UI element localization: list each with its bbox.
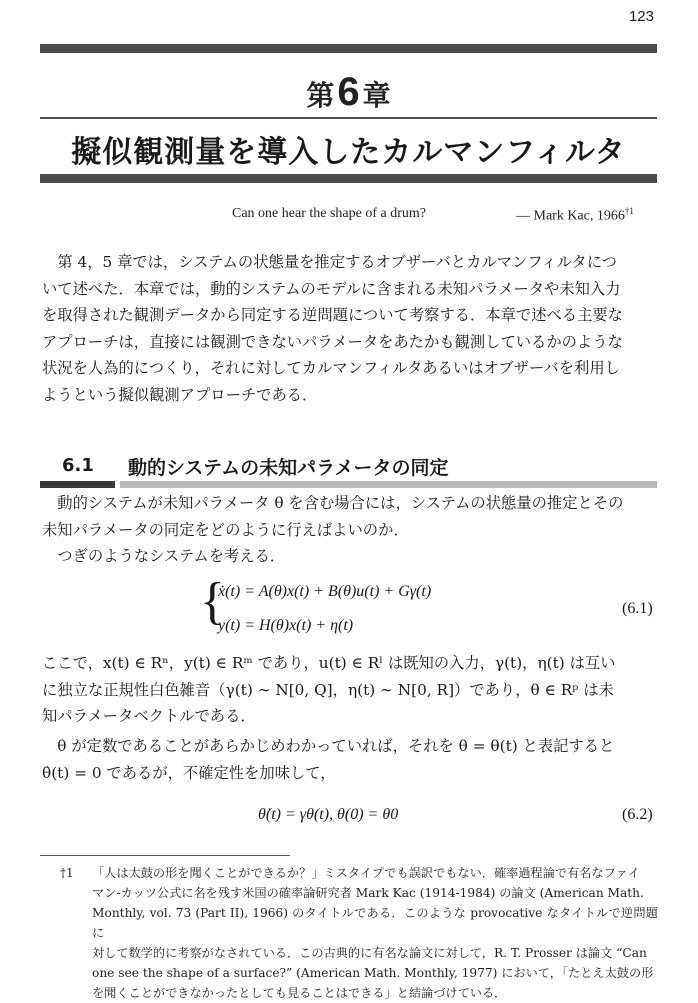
text-line: を取得された観測データから同定する逆問題について考察する．本章で述べる主要な: [42, 306, 623, 324]
footnote-rule: [40, 855, 290, 856]
equation-6-2-number: (6.2): [622, 806, 653, 823]
equation-6-1-number: (6.1): [622, 600, 653, 617]
footnote-line: one see the shape of a surface?” (American Math. Monthly, 1977) において，「たとえ太鼓の形: [92, 966, 654, 980]
epigraph-quote: Can one hear the shape of a drum?: [232, 206, 426, 221]
text-line: つぎのようなシステムを考える．: [57, 547, 286, 565]
page-number: 123: [628, 8, 654, 25]
footnote-line: Monthly, vol. 73 (Part II), 1966) のタイトルである．このような provocative なタイトルで逆問題に: [92, 906, 658, 940]
chapter-bottom-rule: [40, 174, 657, 183]
text-line: 第 4，5 章では，システムの状態量を推定するオブザーバとカルマンフィルタにつ: [57, 253, 617, 271]
section-paragraph: [42, 490, 658, 570]
chapter-middle-rule: [40, 117, 657, 119]
text-line: アプローチは，直接には観測できないパラメータをあたかも観測しているかのような: [42, 332, 623, 351]
chapter-suffix: 章: [362, 79, 391, 112]
epigraph-attribution: [516, 206, 634, 225]
footnote-line: 「人は太鼓の形を聞くことができるか？」ミスタイプでも誤訳でもない．確率過程論で有名なファイ: [92, 866, 640, 880]
explanation-paragraph: [42, 650, 658, 730]
theta-paragraph: [42, 733, 658, 786]
section-title: 動的システムの未知パラメータの同定: [128, 457, 449, 479]
equation-brace: {: [200, 573, 225, 630]
section-number: 6.1: [62, 455, 94, 476]
text-line: θ̇(t) = 0 であるが，不確定性を加味して，: [42, 763, 336, 782]
section-header: [40, 452, 657, 488]
epigraph-author: — Mark Kac, 1966: [516, 208, 625, 224]
section-rule-dark: [40, 481, 115, 488]
text-line: θ が定数であることがあらかじめわかっていれば，それを θ = θ(t) と表記すると: [57, 737, 615, 755]
text-line: 状況を人為的につくり，それに対してカルマンフィルタあるいはオブザーバを利用し: [42, 359, 620, 377]
footnote-line: 対して数学的に考察がなされている．この古典的に有名な論文に対して，R. T. Prosser は論文 “Can: [92, 946, 647, 960]
chapter-number-heading: [40, 70, 657, 116]
chapter-title: 擬似観測量を導入したカルマンフィルタ: [71, 135, 626, 170]
text-line: ここで，x(t) ∈ Rⁿ，y(t) ∈ Rᵐ であり，u(t) ∈ Rˡ は既知の入力，γ(t)，η(t) は互い: [42, 654, 616, 672]
equation-6-1-line-2: y(t) = H(θ)x(t) + η(t): [218, 617, 354, 634]
epigraph-footnote-ref: †1: [624, 206, 634, 216]
footnote: [40, 863, 658, 1003]
text-line: 動的システムが未知パラメータ θ を含む場合には，システムの状態量の推定とその: [57, 494, 624, 512]
footnote-line: を聞くことができなかったとしても見ることはできる」と結論づけている．: [92, 986, 507, 1000]
footnote-line: マン-カッツ公式に名を残す米国の確率論研究者 Mark Kac (1914-1984) の論文 (American Math.: [92, 886, 644, 900]
text-line: に独立な正規性白色雑音（γ(t) ∼ N[0, Q]，η(t) ∼ N[0, R]）であり，θ ∈ Rᵖ は未: [42, 680, 614, 699]
text-line: 未知パラメータの同定をどのように行えばよいのか．: [42, 520, 409, 539]
chapter-prefix: 第: [306, 79, 335, 112]
text-line: いて述べた．本章では，動的システムのモデルに含まれる未知パラメータや未知入力: [42, 279, 621, 298]
chapter-top-rule: [40, 44, 657, 53]
equation-6-1-line-1: ẋ(t) = A(θ)x(t) + B(θ)u(t) + Gγ(t): [218, 583, 432, 600]
equation-6-2: θ̇(t) = γθ(t), θ(0) = θ0: [258, 806, 399, 823]
section-rule-light: [120, 481, 657, 488]
footnote-mark: †1: [60, 866, 74, 880]
text-line: ようという擬似観測アプローチである．: [42, 385, 318, 404]
text-line: 知パラメータベクトルである．: [42, 707, 256, 725]
intro-paragraph: [42, 249, 658, 408]
chapter-number: 6: [337, 70, 360, 114]
